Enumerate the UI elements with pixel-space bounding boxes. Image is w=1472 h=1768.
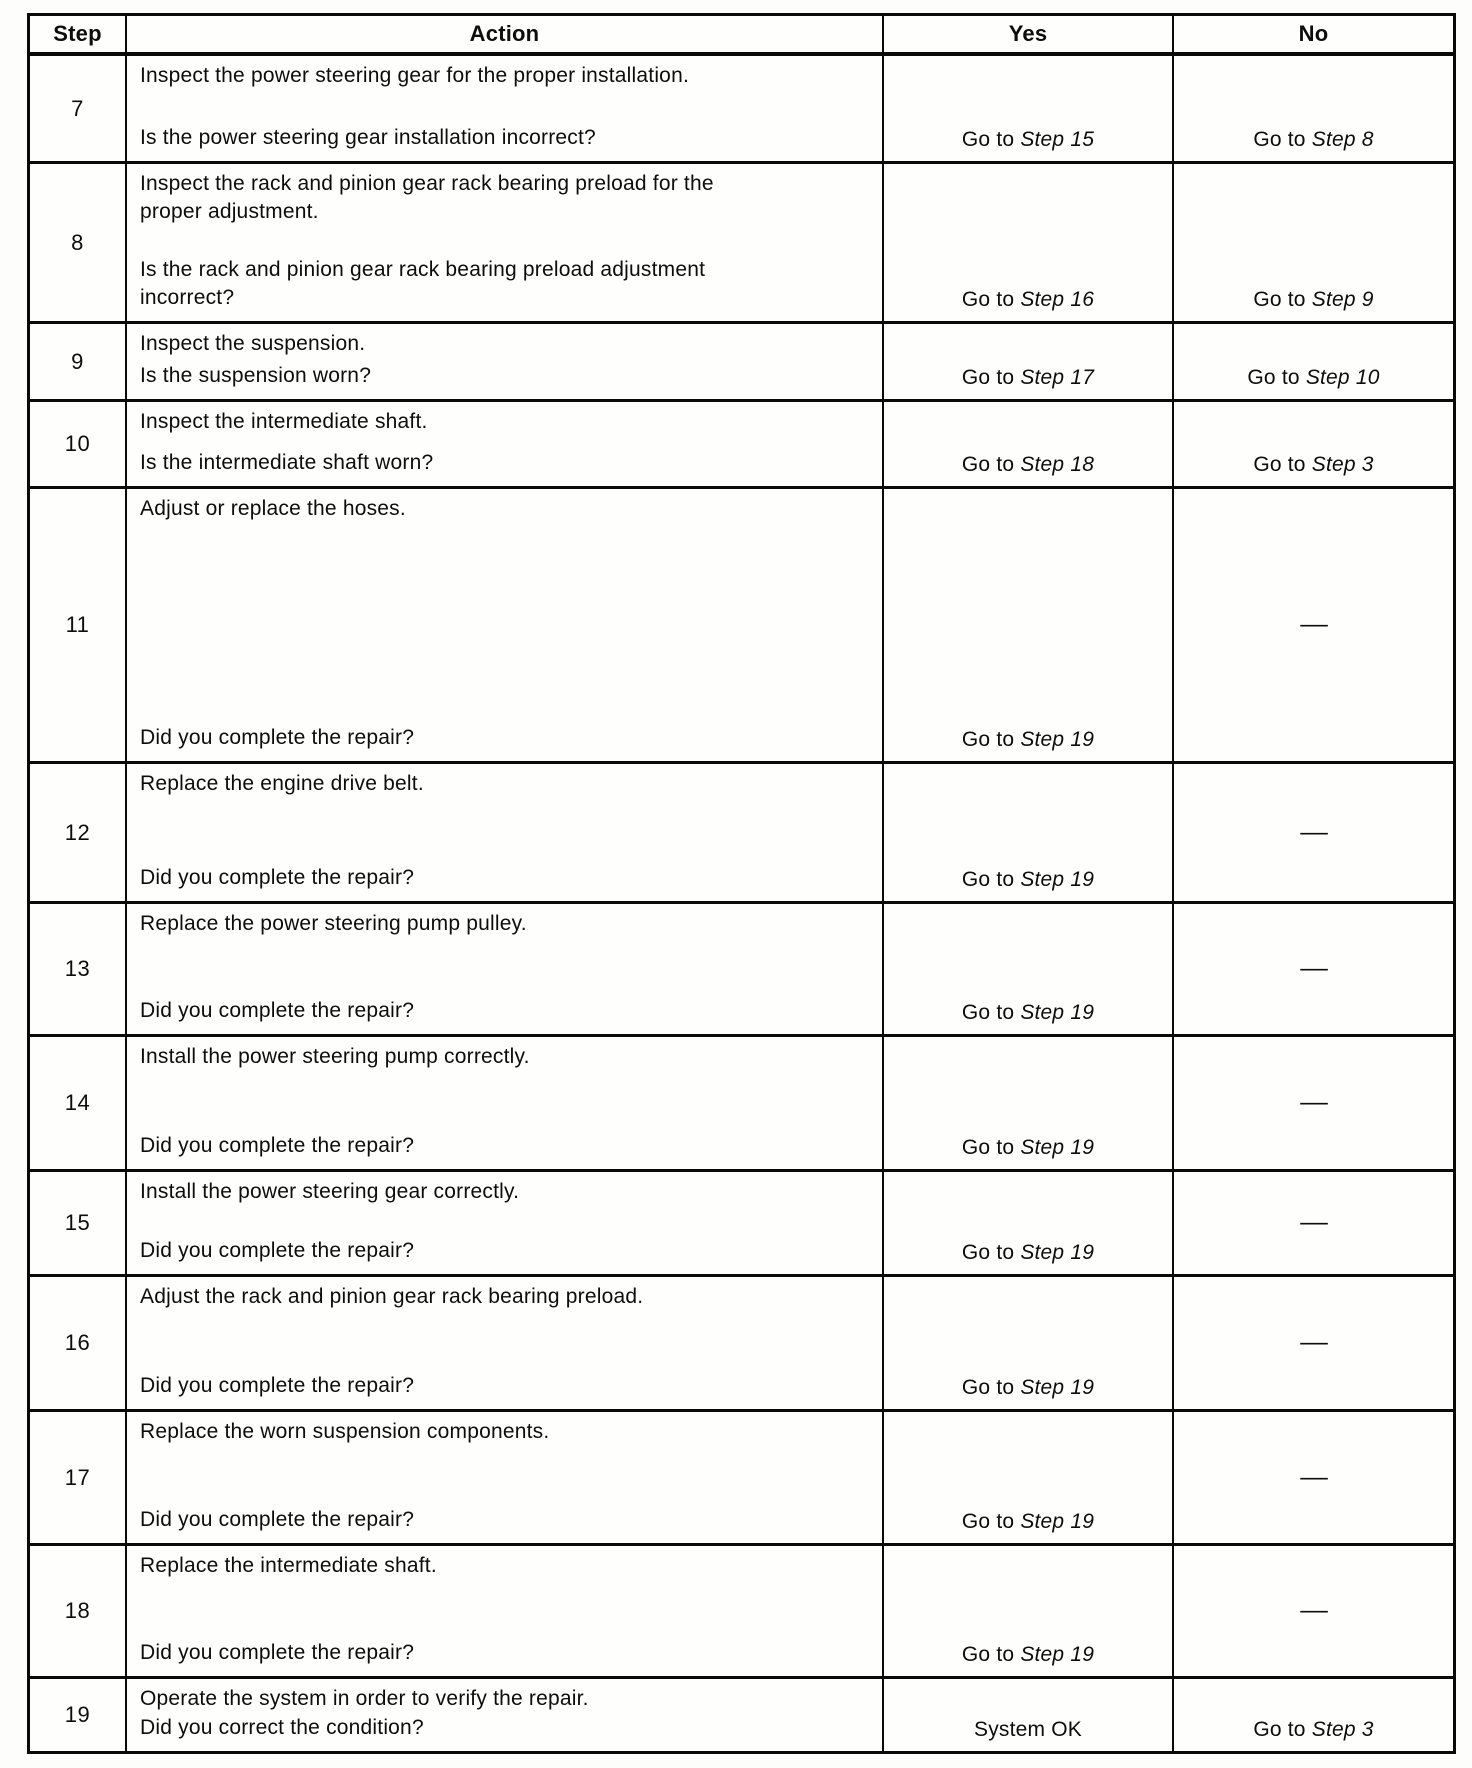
yes-cell [884, 402, 1174, 486]
step-number: 13 [30, 904, 127, 1034]
no-cell [1174, 164, 1453, 321]
action-instruction: Install the power steering pump correctly. [140, 1045, 530, 1068]
action-cell [127, 1277, 884, 1409]
goto-no: Go to Step 9 [1253, 288, 1374, 311]
yes-cell [884, 1546, 1174, 1676]
yes-cell [884, 1679, 1174, 1751]
step-number: 10 [30, 402, 127, 486]
no-cell [1174, 56, 1453, 161]
action-cell [127, 489, 884, 761]
table-header-row [30, 16, 1453, 53]
action-instruction: Replace the engine drive belt. [140, 772, 424, 795]
step-number: 7 [30, 56, 127, 161]
no-cell [1174, 489, 1453, 761]
action-question: Is the intermediate shaft worn? [140, 450, 434, 474]
no-cell [1174, 1412, 1453, 1543]
table-row-step-19 [30, 1676, 1453, 1751]
goto-no: Go to Step 8 [1253, 128, 1374, 151]
action-question: Did you complete the repair? [140, 865, 415, 889]
action-question: Did you complete the repair? [140, 998, 415, 1022]
header-no: No [1298, 21, 1329, 46]
goto-yes: Go to Step 16 [961, 288, 1095, 311]
yes-cell [884, 489, 1174, 761]
step-number: 16 [30, 1277, 127, 1409]
action-question: Did you complete the repair? [140, 1238, 415, 1262]
action-question: Did you complete the repair? [140, 1640, 415, 1664]
goto-yes: Go to Step 19 [961, 1376, 1095, 1399]
goto-no: Go to Step 3 [1253, 453, 1374, 476]
yes-cell [884, 1172, 1174, 1274]
dash: — [1299, 1463, 1328, 1491]
action-cell [127, 402, 884, 486]
no-cell [1174, 324, 1453, 399]
table-row-step-14 [30, 1034, 1453, 1169]
table-row-step-11 [30, 486, 1453, 761]
goto-yes: Go to Step 17 [961, 366, 1095, 389]
step-number: 9 [30, 324, 127, 399]
no-cell [1174, 904, 1453, 1034]
goto-yes: Go to Step 19 [961, 868, 1095, 891]
table-row-step-12 [30, 761, 1453, 901]
action-question: Did you complete the repair? [140, 1133, 415, 1157]
step-number: 12 [30, 764, 127, 901]
dash: — [1299, 1329, 1328, 1356]
action-question: Did you complete the repair? [140, 1507, 415, 1531]
action-cell [127, 1172, 884, 1274]
action-instruction: Install the power steering gear correctly. [140, 1180, 520, 1203]
table-row-step-16 [30, 1274, 1453, 1409]
action-instruction: Adjust the rack and pinion gear rack bearing preload. [140, 1285, 644, 1308]
action-cell [127, 1412, 884, 1543]
table-row-step-13 [30, 901, 1453, 1034]
no-cell [1174, 1546, 1453, 1676]
yes-cell [884, 1412, 1174, 1543]
action-cell [127, 1546, 884, 1676]
dash: — [1299, 1209, 1328, 1236]
dash: — [1299, 818, 1328, 846]
goto-yes: Go to Step 15 [961, 128, 1095, 151]
table-row-step-18 [30, 1543, 1453, 1676]
no-cell [1174, 764, 1453, 901]
dash: — [1299, 1089, 1328, 1116]
action-cell [127, 56, 884, 161]
action-instruction: Operate the system in order to verify the repair. [140, 1687, 589, 1710]
goto-yes: Go to Step 18 [961, 453, 1095, 476]
step-number: 11 [30, 489, 127, 761]
action-instruction: Inspect the intermediate shaft. [140, 410, 428, 433]
action-cell [127, 904, 884, 1034]
action-question: Did you complete the repair? [140, 725, 415, 749]
goto-yes: Go to Step 19 [961, 1510, 1095, 1533]
no-cell [1174, 1679, 1453, 1751]
yes-cell [884, 164, 1174, 321]
action-question: Is the power steering gear installation incorrect? [140, 125, 596, 149]
table-row-step-7 [30, 53, 1453, 161]
action-instruction: Inspect the rack and pinion gear rack bearing preload for the proper adjustment. [140, 172, 714, 224]
yes-cell [884, 56, 1174, 161]
goto-yes: Go to Step 19 [961, 1001, 1095, 1024]
no-cell [1174, 1037, 1453, 1169]
system-ok-label: System OK [974, 1718, 1082, 1741]
goto-yes: Go to Step 19 [961, 1136, 1095, 1159]
action-instruction: Replace the power steering pump pulley. [140, 912, 527, 935]
dash: — [1299, 955, 1328, 982]
goto-no: Go to Step 3 [1253, 1718, 1374, 1741]
yes-cell [884, 904, 1174, 1034]
action-instruction: Adjust or replace the hoses. [140, 497, 406, 520]
no-cell [1174, 1277, 1453, 1409]
no-cell [1174, 1172, 1453, 1274]
step-number: 19 [30, 1679, 127, 1751]
dash: — [1299, 1597, 1328, 1624]
action-instruction: Replace the worn suspension components. [140, 1420, 550, 1443]
action-cell [127, 164, 884, 321]
action-cell [127, 324, 884, 399]
action-question: Did you correct the condition? [140, 1715, 424, 1739]
step-number: 15 [30, 1172, 127, 1274]
dash: — [1299, 611, 1328, 638]
table-row-step-9 [30, 321, 1453, 399]
goto-no: Go to Step 10 [1247, 366, 1380, 389]
yes-cell [884, 1277, 1174, 1409]
yes-cell [884, 1037, 1174, 1169]
action-instruction: Inspect the power steering gear for the proper installation. [140, 64, 689, 87]
goto-yes: Go to Step 19 [961, 1241, 1095, 1264]
header-action: Action [127, 16, 884, 52]
goto-yes: Go to Step 19 [961, 1643, 1095, 1666]
table-row-step-17 [30, 1409, 1453, 1543]
no-cell [1174, 402, 1453, 486]
header-step: Step [30, 16, 127, 52]
action-cell [127, 1037, 884, 1169]
goto-yes: Go to Step 19 [961, 728, 1095, 751]
action-instruction: Inspect the suspension. [140, 332, 366, 355]
diagnostic-table [27, 13, 1456, 1754]
step-number: 18 [30, 1546, 127, 1676]
yes-cell [884, 324, 1174, 399]
table-row-step-10 [30, 399, 1453, 486]
action-question: Did you complete the repair? [140, 1373, 415, 1397]
step-number: 17 [30, 1412, 127, 1543]
action-instruction: Replace the intermediate shaft. [140, 1554, 437, 1577]
action-cell [127, 764, 884, 901]
action-question: Is the suspension worn? [140, 363, 372, 387]
yes-cell [884, 764, 1174, 901]
table-row-step-8 [30, 161, 1453, 321]
step-number: 14 [30, 1037, 127, 1169]
action-cell [127, 1679, 884, 1751]
table-row-step-15 [30, 1169, 1453, 1274]
action-question: Is the rack and pinion gear rack bearing preload adjustment incorrect? [140, 257, 706, 309]
header-yes: Yes [884, 16, 1174, 52]
step-number: 8 [30, 164, 127, 321]
